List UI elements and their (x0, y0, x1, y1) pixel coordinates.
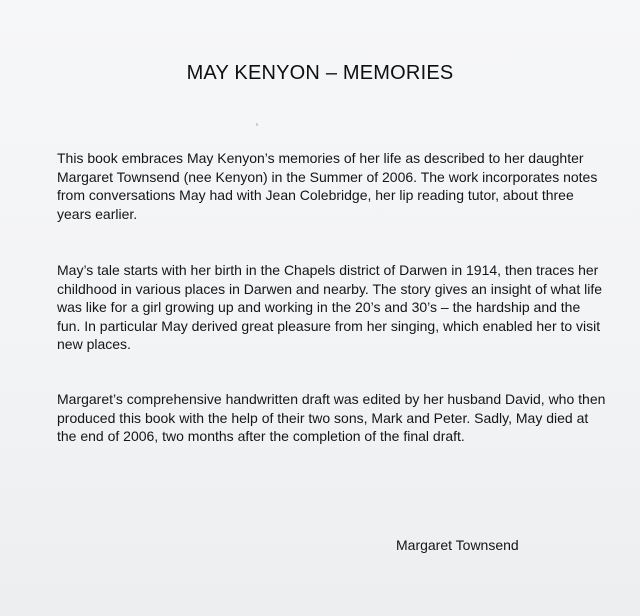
paragraph-intro: This book embraces May Kenyon’s memories of her life as described to her daughter Margaret Townsend (nee Kenyon) in the Summer of 2006. The work incorporates notes from conversations May had with Jean Colebridge, her lip reading tutor, about three years earlier. (57, 150, 598, 222)
paper-speck (256, 123, 258, 126)
page-title: MAY KENYON – MEMORIES (186, 62, 454, 84)
paragraph-production: Margaret’s comprehensive handwritten draft was edited by her husband David, who then produced this book with the help of their two sons, Mark and Peter. Sadly, May died at the end of 2006, two months after the completion of the final draft. (57, 391, 606, 444)
author-signature: Margaret Townsend (396, 537, 519, 553)
paragraph-story: May’s tale starts with her birth in the Chapels district of Darwen in 1914, then traces her childhood in various places in Darwen and nearby. The story gives an insight of what life was like for a girl growing up and working in the 20’s and 30’s – the hardship and the fun. In particular May derived great pleasure from her singing, which enabled her to visit new places. (57, 262, 603, 352)
